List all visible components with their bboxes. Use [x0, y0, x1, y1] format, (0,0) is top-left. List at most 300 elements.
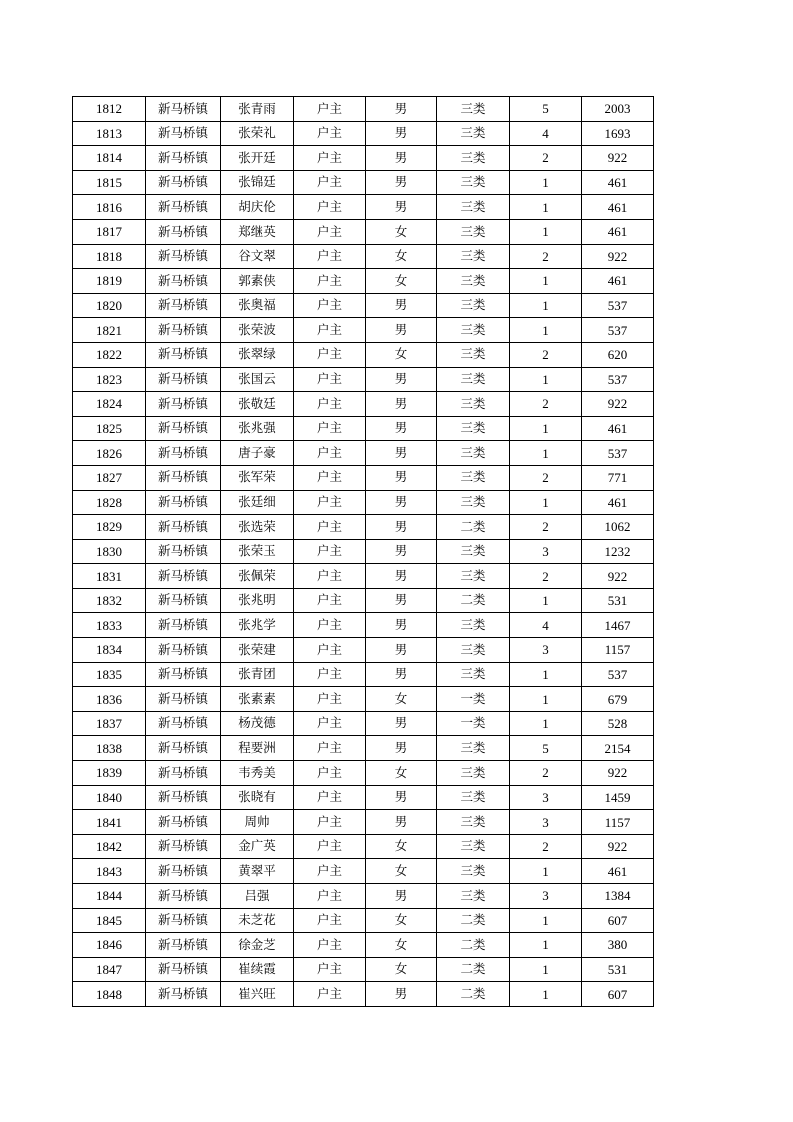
table-row [73, 859, 654, 884]
name-cell: 张开廷 [221, 146, 294, 171]
row-number-cell: 1814 [73, 146, 146, 171]
amount-cell: 537 [582, 318, 654, 343]
household-size-cell: 1 [510, 933, 582, 958]
row-number-cell: 1830 [73, 539, 146, 564]
amount-cell: 461 [582, 859, 654, 884]
category-cell: 二类 [437, 908, 510, 933]
category-cell: 三类 [437, 244, 510, 269]
town-cell: 新马桥镇 [146, 392, 221, 417]
relation-cell: 户主 [294, 367, 366, 392]
table-row [73, 564, 654, 589]
name-cell: 周帅 [221, 810, 294, 835]
gender-cell: 女 [366, 219, 437, 244]
gender-cell: 男 [366, 367, 437, 392]
name-cell: 张荣波 [221, 318, 294, 343]
table-row [73, 293, 654, 318]
row-number-cell: 1815 [73, 170, 146, 195]
gender-cell: 男 [366, 515, 437, 540]
amount-cell: 607 [582, 908, 654, 933]
name-cell: 张廷细 [221, 490, 294, 515]
gender-cell: 男 [366, 170, 437, 195]
row-number-cell: 1848 [73, 982, 146, 1007]
gender-cell: 女 [366, 269, 437, 294]
table-row [73, 97, 654, 122]
name-cell: 郑继英 [221, 219, 294, 244]
row-number-cell: 1842 [73, 834, 146, 859]
gender-cell: 女 [366, 761, 437, 786]
town-cell: 新马桥镇 [146, 687, 221, 712]
category-cell: 三类 [437, 564, 510, 589]
category-cell: 三类 [437, 170, 510, 195]
row-number-cell: 1824 [73, 392, 146, 417]
town-cell: 新马桥镇 [146, 957, 221, 982]
row-number-cell: 1813 [73, 121, 146, 146]
town-cell: 新马桥镇 [146, 859, 221, 884]
relation-cell: 户主 [294, 834, 366, 859]
category-cell: 三类 [437, 342, 510, 367]
category-cell: 三类 [437, 269, 510, 294]
town-cell: 新马桥镇 [146, 662, 221, 687]
relation-cell: 户主 [294, 884, 366, 909]
town-cell: 新马桥镇 [146, 515, 221, 540]
amount-cell: 537 [582, 441, 654, 466]
household-size-cell: 2 [510, 146, 582, 171]
name-cell: 张荣礼 [221, 121, 294, 146]
town-cell: 新马桥镇 [146, 588, 221, 613]
table-row [73, 121, 654, 146]
household-size-cell: 2 [510, 564, 582, 589]
amount-cell: 922 [582, 761, 654, 786]
household-size-cell: 2 [510, 392, 582, 417]
gender-cell: 男 [366, 638, 437, 663]
town-cell: 新马桥镇 [146, 219, 221, 244]
amount-cell: 461 [582, 269, 654, 294]
table-row [73, 687, 654, 712]
category-cell: 三类 [437, 613, 510, 638]
gender-cell: 女 [366, 834, 437, 859]
town-cell: 新马桥镇 [146, 465, 221, 490]
amount-cell: 1062 [582, 515, 654, 540]
relation-cell: 户主 [294, 515, 366, 540]
relation-cell: 户主 [294, 810, 366, 835]
category-cell: 三类 [437, 219, 510, 244]
amount-cell: 771 [582, 465, 654, 490]
row-number-cell: 1835 [73, 662, 146, 687]
amount-cell: 537 [582, 367, 654, 392]
name-cell: 张素素 [221, 687, 294, 712]
relation-cell: 户主 [294, 785, 366, 810]
table-row [73, 982, 654, 1007]
relation-cell: 户主 [294, 465, 366, 490]
category-cell: 三类 [437, 441, 510, 466]
household-size-cell: 1 [510, 367, 582, 392]
relation-cell: 户主 [294, 736, 366, 761]
household-size-cell: 2 [510, 342, 582, 367]
town-cell: 新马桥镇 [146, 342, 221, 367]
household-size-cell: 1 [510, 195, 582, 220]
gender-cell: 男 [366, 318, 437, 343]
town-cell: 新马桥镇 [146, 170, 221, 195]
amount-cell: 1693 [582, 121, 654, 146]
row-number-cell: 1834 [73, 638, 146, 663]
amount-cell: 1459 [582, 785, 654, 810]
town-cell: 新马桥镇 [146, 761, 221, 786]
row-number-cell: 1841 [73, 810, 146, 835]
table-row [73, 219, 654, 244]
town-cell: 新马桥镇 [146, 711, 221, 736]
amount-cell: 461 [582, 195, 654, 220]
relation-cell: 户主 [294, 687, 366, 712]
name-cell: 金广英 [221, 834, 294, 859]
amount-cell: 537 [582, 293, 654, 318]
household-size-cell: 2 [510, 515, 582, 540]
town-cell: 新马桥镇 [146, 564, 221, 589]
category-cell: 一类 [437, 711, 510, 736]
relation-cell: 户主 [294, 441, 366, 466]
relation-cell: 户主 [294, 761, 366, 786]
household-table [72, 96, 654, 1007]
gender-cell: 女 [366, 859, 437, 884]
name-cell: 黄翠平 [221, 859, 294, 884]
household-size-cell: 1 [510, 908, 582, 933]
household-size-cell: 1 [510, 687, 582, 712]
row-number-cell: 1831 [73, 564, 146, 589]
name-cell: 张兆强 [221, 416, 294, 441]
gender-cell: 男 [366, 97, 437, 122]
gender-cell: 女 [366, 908, 437, 933]
category-cell: 三类 [437, 785, 510, 810]
relation-cell: 户主 [294, 638, 366, 663]
name-cell: 张晓有 [221, 785, 294, 810]
table-row [73, 908, 654, 933]
table-row [73, 146, 654, 171]
household-size-cell: 1 [510, 441, 582, 466]
table-row [73, 810, 654, 835]
row-number-cell: 1837 [73, 711, 146, 736]
name-cell: 程要洲 [221, 736, 294, 761]
row-number-cell: 1818 [73, 244, 146, 269]
table-row [73, 416, 654, 441]
town-cell: 新马桥镇 [146, 269, 221, 294]
town-cell: 新马桥镇 [146, 736, 221, 761]
amount-cell: 380 [582, 933, 654, 958]
row-number-cell: 1812 [73, 97, 146, 122]
relation-cell: 户主 [294, 539, 366, 564]
row-number-cell: 1826 [73, 441, 146, 466]
amount-cell: 922 [582, 392, 654, 417]
relation-cell: 户主 [294, 146, 366, 171]
relation-cell: 户主 [294, 588, 366, 613]
relation-cell: 户主 [294, 293, 366, 318]
town-cell: 新马桥镇 [146, 884, 221, 909]
name-cell: 张军荣 [221, 465, 294, 490]
amount-cell: 1384 [582, 884, 654, 909]
table-row [73, 170, 654, 195]
town-cell: 新马桥镇 [146, 834, 221, 859]
name-cell: 未芝花 [221, 908, 294, 933]
town-cell: 新马桥镇 [146, 490, 221, 515]
row-number-cell: 1816 [73, 195, 146, 220]
row-number-cell: 1847 [73, 957, 146, 982]
table-body [73, 97, 654, 1007]
name-cell: 张兆学 [221, 613, 294, 638]
relation-cell: 户主 [294, 859, 366, 884]
category-cell: 三类 [437, 392, 510, 417]
gender-cell: 男 [366, 121, 437, 146]
town-cell: 新马桥镇 [146, 982, 221, 1007]
amount-cell: 2003 [582, 97, 654, 122]
name-cell: 张荣玉 [221, 539, 294, 564]
category-cell: 三类 [437, 810, 510, 835]
amount-cell: 528 [582, 711, 654, 736]
gender-cell: 女 [366, 933, 437, 958]
category-cell: 二类 [437, 515, 510, 540]
row-number-cell: 1828 [73, 490, 146, 515]
household-size-cell: 1 [510, 711, 582, 736]
gender-cell: 女 [366, 342, 437, 367]
amount-cell: 531 [582, 957, 654, 982]
relation-cell: 户主 [294, 121, 366, 146]
row-number-cell: 1819 [73, 269, 146, 294]
household-size-cell: 3 [510, 638, 582, 663]
household-size-cell: 5 [510, 736, 582, 761]
row-number-cell: 1820 [73, 293, 146, 318]
name-cell: 韦秀美 [221, 761, 294, 786]
table-row [73, 736, 654, 761]
table-row [73, 588, 654, 613]
name-cell: 张荣建 [221, 638, 294, 663]
amount-cell: 922 [582, 146, 654, 171]
category-cell: 三类 [437, 318, 510, 343]
gender-cell: 男 [366, 736, 437, 761]
relation-cell: 户主 [294, 195, 366, 220]
relation-cell: 户主 [294, 219, 366, 244]
table-row [73, 490, 654, 515]
household-size-cell: 3 [510, 539, 582, 564]
table-row [73, 884, 654, 909]
household-size-cell: 1 [510, 219, 582, 244]
row-number-cell: 1839 [73, 761, 146, 786]
amount-cell: 537 [582, 662, 654, 687]
name-cell: 张奥福 [221, 293, 294, 318]
amount-cell: 1157 [582, 638, 654, 663]
household-size-cell: 1 [510, 170, 582, 195]
category-cell: 三类 [437, 195, 510, 220]
row-number-cell: 1825 [73, 416, 146, 441]
relation-cell: 户主 [294, 318, 366, 343]
category-cell: 三类 [437, 736, 510, 761]
name-cell: 张选荣 [221, 515, 294, 540]
town-cell: 新马桥镇 [146, 810, 221, 835]
amount-cell: 531 [582, 588, 654, 613]
town-cell: 新马桥镇 [146, 195, 221, 220]
amount-cell: 620 [582, 342, 654, 367]
amount-cell: 461 [582, 170, 654, 195]
relation-cell: 户主 [294, 170, 366, 195]
row-number-cell: 1833 [73, 613, 146, 638]
household-size-cell: 1 [510, 416, 582, 441]
name-cell: 张国云 [221, 367, 294, 392]
category-cell: 三类 [437, 416, 510, 441]
category-cell: 三类 [437, 884, 510, 909]
category-cell: 三类 [437, 97, 510, 122]
category-cell: 二类 [437, 933, 510, 958]
relation-cell: 户主 [294, 269, 366, 294]
amount-cell: 922 [582, 244, 654, 269]
name-cell: 唐子豪 [221, 441, 294, 466]
gender-cell: 女 [366, 687, 437, 712]
town-cell: 新马桥镇 [146, 613, 221, 638]
town-cell: 新马桥镇 [146, 97, 221, 122]
relation-cell: 户主 [294, 564, 366, 589]
row-number-cell: 1836 [73, 687, 146, 712]
table-row [73, 465, 654, 490]
table-row [73, 613, 654, 638]
gender-cell: 男 [366, 293, 437, 318]
gender-cell: 女 [366, 244, 437, 269]
amount-cell: 679 [582, 687, 654, 712]
category-cell: 三类 [437, 834, 510, 859]
category-cell: 二类 [437, 588, 510, 613]
household-size-cell: 1 [510, 318, 582, 343]
town-cell: 新马桥镇 [146, 539, 221, 564]
table-row [73, 244, 654, 269]
row-number-cell: 1838 [73, 736, 146, 761]
amount-cell: 922 [582, 834, 654, 859]
gender-cell: 男 [366, 416, 437, 441]
name-cell: 张翠绿 [221, 342, 294, 367]
relation-cell: 户主 [294, 957, 366, 982]
gender-cell: 男 [366, 392, 437, 417]
household-size-cell: 1 [510, 293, 582, 318]
table-row [73, 957, 654, 982]
category-cell: 三类 [437, 293, 510, 318]
table-row [73, 761, 654, 786]
category-cell: 三类 [437, 638, 510, 663]
name-cell: 吕强 [221, 884, 294, 909]
amount-cell: 461 [582, 416, 654, 441]
category-cell: 三类 [437, 490, 510, 515]
row-number-cell: 1823 [73, 367, 146, 392]
household-size-cell: 2 [510, 465, 582, 490]
gender-cell: 男 [366, 785, 437, 810]
name-cell: 张佩荣 [221, 564, 294, 589]
town-cell: 新马桥镇 [146, 367, 221, 392]
name-cell: 徐金芝 [221, 933, 294, 958]
name-cell: 崔兴旺 [221, 982, 294, 1007]
relation-cell: 户主 [294, 982, 366, 1007]
amount-cell: 1157 [582, 810, 654, 835]
row-number-cell: 1840 [73, 785, 146, 810]
category-cell: 二类 [437, 957, 510, 982]
gender-cell: 男 [366, 441, 437, 466]
town-cell: 新马桥镇 [146, 933, 221, 958]
name-cell: 张敬廷 [221, 392, 294, 417]
household-size-cell: 3 [510, 810, 582, 835]
town-cell: 新马桥镇 [146, 441, 221, 466]
gender-cell: 男 [366, 146, 437, 171]
row-number-cell: 1844 [73, 884, 146, 909]
table-row [73, 711, 654, 736]
amount-cell: 1232 [582, 539, 654, 564]
household-size-cell: 1 [510, 982, 582, 1007]
gender-cell: 男 [366, 564, 437, 589]
table-row [73, 539, 654, 564]
relation-cell: 户主 [294, 613, 366, 638]
table-row [73, 342, 654, 367]
relation-cell: 户主 [294, 244, 366, 269]
household-size-cell: 1 [510, 588, 582, 613]
household-size-cell: 3 [510, 884, 582, 909]
table-row [73, 367, 654, 392]
name-cell: 胡庆伦 [221, 195, 294, 220]
category-cell: 二类 [437, 982, 510, 1007]
table-row [73, 834, 654, 859]
gender-cell: 男 [366, 539, 437, 564]
category-cell: 三类 [437, 121, 510, 146]
household-size-cell: 4 [510, 121, 582, 146]
table-row [73, 318, 654, 343]
category-cell: 一类 [437, 687, 510, 712]
gender-cell: 男 [366, 711, 437, 736]
table-row [73, 515, 654, 540]
table-row [73, 269, 654, 294]
row-number-cell: 1829 [73, 515, 146, 540]
row-number-cell: 1827 [73, 465, 146, 490]
household-size-cell: 1 [510, 859, 582, 884]
household-size-cell: 2 [510, 761, 582, 786]
row-number-cell: 1843 [73, 859, 146, 884]
gender-cell: 男 [366, 195, 437, 220]
table-row [73, 638, 654, 663]
table-row [73, 933, 654, 958]
relation-cell: 户主 [294, 392, 366, 417]
name-cell: 郭素侠 [221, 269, 294, 294]
household-size-cell: 3 [510, 785, 582, 810]
household-size-cell: 1 [510, 269, 582, 294]
relation-cell: 户主 [294, 416, 366, 441]
amount-cell: 607 [582, 982, 654, 1007]
relation-cell: 户主 [294, 342, 366, 367]
table-row [73, 195, 654, 220]
row-number-cell: 1817 [73, 219, 146, 244]
table-row [73, 392, 654, 417]
row-number-cell: 1821 [73, 318, 146, 343]
name-cell: 张兆明 [221, 588, 294, 613]
category-cell: 三类 [437, 662, 510, 687]
category-cell: 三类 [437, 539, 510, 564]
table-row [73, 662, 654, 687]
category-cell: 三类 [437, 146, 510, 171]
town-cell: 新马桥镇 [146, 244, 221, 269]
gender-cell: 男 [366, 465, 437, 490]
gender-cell: 女 [366, 957, 437, 982]
relation-cell: 户主 [294, 97, 366, 122]
household-size-cell: 1 [510, 490, 582, 515]
relation-cell: 户主 [294, 662, 366, 687]
gender-cell: 男 [366, 982, 437, 1007]
category-cell: 三类 [437, 367, 510, 392]
name-cell: 张锦廷 [221, 170, 294, 195]
gender-cell: 男 [366, 662, 437, 687]
household-size-cell: 1 [510, 662, 582, 687]
name-cell: 谷文翠 [221, 244, 294, 269]
amount-cell: 2154 [582, 736, 654, 761]
category-cell: 三类 [437, 761, 510, 786]
town-cell: 新马桥镇 [146, 146, 221, 171]
household-size-cell: 2 [510, 834, 582, 859]
table-row [73, 785, 654, 810]
